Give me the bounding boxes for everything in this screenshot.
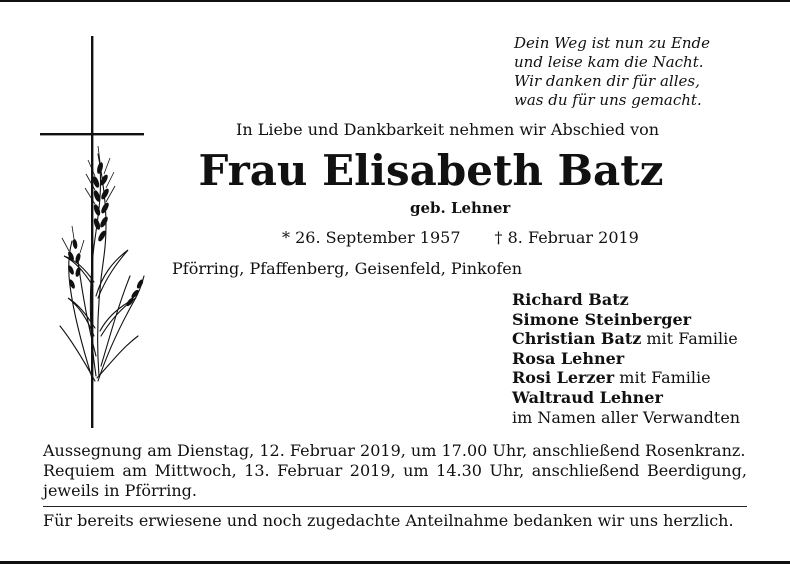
death-date: † 8. Februar 2019 — [494, 228, 639, 247]
mourner-name: Richard Batz — [512, 290, 629, 309]
memorial-poem — [514, 34, 744, 110]
intro-text: In Liebe und Dankbarkeit nehmen wir Abschied von — [236, 120, 660, 139]
maiden-name: geb. Lehner — [410, 199, 511, 217]
mourner-suffix: mit Familie — [641, 329, 738, 349]
mourner-name: Christian Batz — [512, 329, 642, 349]
places: Pförring, Pfaffenberg, Geisenfeld, Pinkofen — [172, 259, 523, 278]
mourners-footer: im Namen aller Verwandten — [512, 407, 741, 427]
service-word: 2019, — [349, 461, 396, 480]
mourners-list — [512, 290, 740, 427]
service-line: Aussegnung am Dienstag, 12. Februar 2019, um 17.00 Uhr, anschließend Rosenkranz. — [43, 441, 746, 460]
mourner — [512, 349, 740, 369]
mourner-suffix: mit Familie — [614, 368, 711, 388]
service-word: am — [122, 461, 148, 480]
service-word: 13. — [244, 461, 270, 480]
mourner — [512, 329, 740, 349]
poem-line: und leise kam die Nacht. — [514, 53, 704, 71]
service-word: Requiem — [43, 461, 115, 480]
service-word: um — [403, 461, 429, 480]
divider — [43, 506, 747, 507]
mourner-name: Rosi Lerzer — [512, 368, 615, 388]
service-line: jeweils in Pförring. — [43, 481, 197, 500]
life-dates — [282, 228, 639, 247]
cross-with-wheat-icon — [38, 36, 148, 428]
thanks-text: Für bereits erwiesene und noch zugedachte Anteilnahme bedanken wir uns herzlich. — [43, 511, 734, 530]
poem-line: Dein Weg ist nun zu Ende — [514, 34, 711, 52]
poem-line: Wir danken dir für alles, — [514, 72, 700, 90]
mourner — [512, 310, 740, 330]
top-border — [0, 0, 790, 2]
mourner-name: Rosa Lehner — [512, 348, 625, 368]
service-word: Mittwoch, — [154, 461, 237, 480]
service-details — [43, 441, 747, 501]
service-word: Beerdigung, — [647, 461, 747, 480]
birth-date: * 26. September 1957 — [282, 228, 461, 247]
service-word: Uhr, — [489, 461, 525, 480]
service-word: anschließend — [531, 461, 640, 480]
mourner-name: Simone Steinberger — [512, 309, 692, 329]
service-word: Februar — [277, 461, 343, 480]
service-word: 14.30 — [436, 461, 482, 480]
service-line-justified — [43, 461, 747, 481]
deceased-name: Frau Elisabeth Batz — [198, 146, 664, 195]
poem-line: was du für uns gemacht. — [514, 91, 702, 109]
mourner — [512, 368, 740, 388]
mourner-name: Waltraud Lehner — [512, 387, 663, 407]
mourner — [512, 290, 740, 310]
mourner — [512, 388, 740, 408]
